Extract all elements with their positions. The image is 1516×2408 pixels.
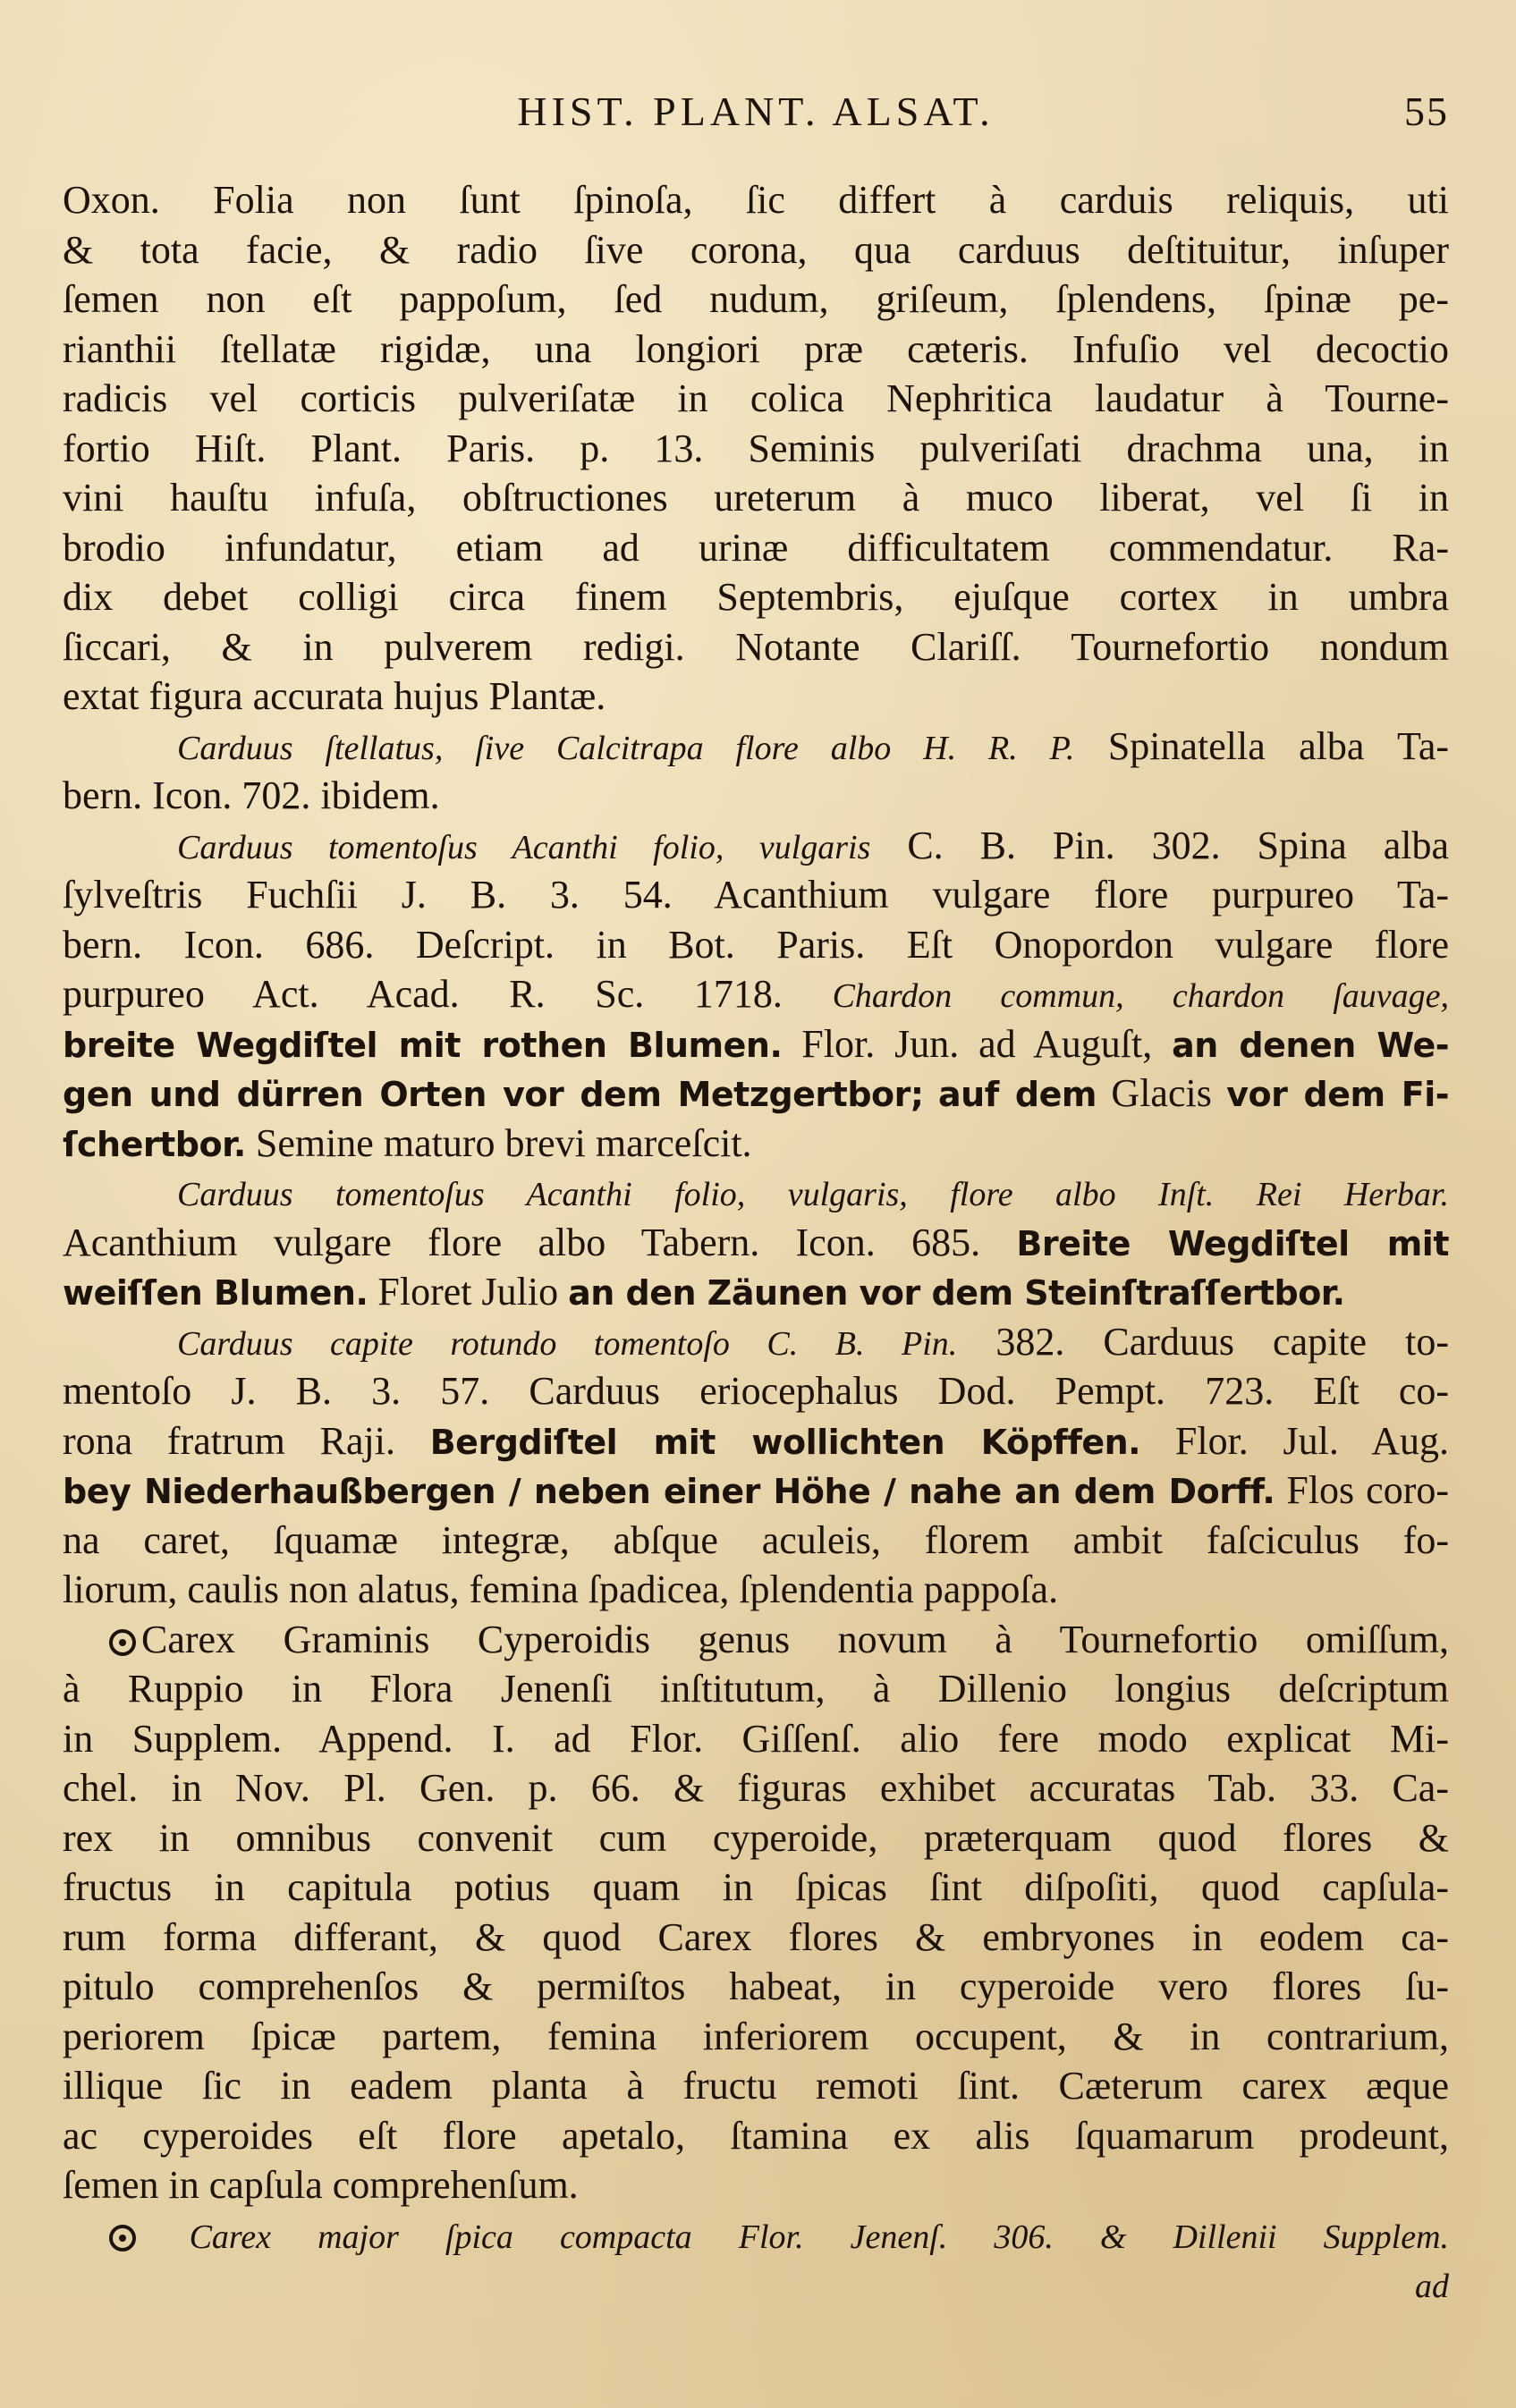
text-line: fructus in capitula potius quam in ſpicas ſint diſpoſiti, quod capſula- — [63, 1865, 1449, 1909]
text-line: liorum, caulis non alatus, femina ſpadicea, ſplendentia pappoſa. — [63, 1567, 1059, 1611]
text-line: vini hauſtu infuſa, obſtructiones ureterum à muco liberat, vel ſi in — [63, 476, 1449, 520]
roman-text: Semine maturo brevi marceſcit. — [255, 1120, 752, 1165]
german-text: vor dem Fi- — [1226, 1075, 1450, 1114]
species-marker-icon — [109, 2225, 136, 2252]
text-line — [63, 969, 1449, 1019]
catchword-text: ad — [1415, 2268, 1449, 2305]
text-line: bern. Icon. 686. Deſcript. in Bot. Paris. Eſt Onopordon vulgare flore — [63, 922, 1449, 967]
text-line: periorem ſpicæ partem, femina inferiorem occupent, & in contrarium, — [63, 2014, 1449, 2058]
body-text — [63, 175, 1449, 2310]
german-text: auf dem — [938, 1075, 1097, 1114]
text-line: chel. in Nov. Pl. Gen. p. 66. & figuras exhibet accuratas Tab. 33. Ca- — [63, 1766, 1449, 1810]
text-line: Oxon. Folia non ſunt ſpinoſa, ſic differt à carduis reliquis, uti — [63, 178, 1449, 222]
text-line: dix debet colligi circa finem Septembris, ejuſque cortex in umbra — [63, 575, 1449, 619]
text-line: ac cyperoides eſt flore apetalo, ſtamina ex alis ſquamarum prodeunt, — [63, 2113, 1449, 2158]
german-name: Bergdiſtel mit wollichten Köpffen. — [429, 1422, 1141, 1462]
german-text: an den Zäunen vor dem Steinſtraſſertbor. — [568, 1273, 1345, 1313]
entry-carduus-stellatus — [63, 722, 1449, 772]
text-line — [63, 1218, 1449, 1268]
roman-text: C. B. Pin. 302. Spina alba — [907, 823, 1449, 867]
entry-carex-major — [63, 2210, 1449, 2260]
roman-text: 382. Carduus capite to- — [995, 1319, 1449, 1364]
italic-name: Carduus tomentoſus Acanthi folio, vulgaris, flore albo Inſt. Rei Herbar. — [177, 1176, 1449, 1213]
page-header — [63, 88, 1449, 145]
text-line: ſemen non eſt pappoſum, ſed nudum, griſeum, ſplendens, ſpinæ pe- — [63, 277, 1449, 321]
italic-name: Carex major ſpica compacta Flor. Jenenſ. 306. & Dillenii Supplem. — [189, 2218, 1450, 2256]
roman-text: Spinatella alba Ta- — [1107, 723, 1450, 768]
text-line: rex in omnibus convenit cum cyperoide, præterquam quod flores & — [63, 1815, 1449, 1860]
roman-text: Acanthium vulgare flore albo Tabern. Icon. 685. — [63, 1220, 981, 1264]
roman-text: Floret Julio — [377, 1270, 559, 1314]
italic-name: Carduus tomentoſus Acanthi folio, vulgaris — [177, 828, 871, 866]
text-line: fortio Hiſt. Plant. Paris. p. 13. Seminis pulveriſati drachma una, in — [63, 426, 1449, 470]
german-text: ſchertbor. — [63, 1124, 246, 1164]
genus-marker-icon — [109, 1629, 136, 1656]
text-line: mentoſo J. B. 3. 57. Carduus eriocephalus Dod. Pempt. 723. Eſt co- — [63, 1369, 1449, 1413]
text-line: in Supplem. Append. I. ad Flor. Giſſenſ. alio fere modo explicat Mi- — [63, 1716, 1449, 1761]
catchword — [63, 2260, 1449, 2310]
roman-text: Carex Graminis Cyperoidis genus novum à Tournefortio omiſſum, — [141, 1617, 1449, 1661]
roman-text: Flos coro- — [1286, 1468, 1449, 1512]
entry-carduus-tomentosus — [63, 821, 1449, 871]
text-line — [63, 1416, 1449, 1466]
text-line: bern. Icon. 702. ibidem. — [63, 773, 440, 817]
text-line — [63, 1466, 1449, 1516]
text-line: rum forma differant, & quod Carex flores & embryones in eodem ca- — [63, 1914, 1449, 1959]
carex-genus-heading-line — [63, 1615, 1449, 1665]
text-line: radicis vel corticis pulveriſatæ in colica Nephritica laudatur à Tourne- — [63, 376, 1449, 420]
french-name: Chardon commun, chardon ſauvage, — [832, 977, 1449, 1015]
german-text: an denen We- — [1172, 1025, 1449, 1065]
roman-text: Flor. Jul. Aug. — [1174, 1418, 1450, 1463]
text-line: à Ruppio in Flora Jenenſi inſtitutum, à Dillenio longius deſcriptum — [63, 1667, 1449, 1711]
running-title: HIST. PLANT. ALSAT. — [517, 89, 995, 134]
text-line: pitulo comprehenſos & permiſtos habeat, in cyperoide vero flores ſu- — [63, 1964, 1449, 2008]
entry-carduus-flore-albo — [63, 1168, 1449, 1218]
text-line: brodio infundatur, etiam ad urinæ difficultatem commendatur. Ra- — [63, 525, 1449, 570]
text-line: rianthii ſtellatæ rigidæ, una longiori præ cæteris. Infuſio vel decoctio — [63, 326, 1449, 371]
text-line: ſemen in capſula comprehenſum. — [63, 2163, 579, 2207]
text-line: na caret, ſquamæ integræ, abſque aculeis, florem ambit faſciculus fo- — [63, 1517, 1449, 1562]
german-text: gen und dürren Orten vor dem Metzgertbor; — [63, 1075, 924, 1114]
roman-text: purpureo Act. Acad. R. Sc. 1718. — [63, 972, 783, 1016]
text-line: & tota facie, & radio ſive corona, qua carduus deſtituitur, inſuper — [63, 227, 1449, 272]
german-name: weiſſen Blumen. — [63, 1273, 368, 1313]
roman-text: rona fratrum Raji. — [63, 1418, 395, 1463]
text-line — [63, 1267, 1449, 1317]
text-line: ſiccari, & in pulverem redigi. Notante Clariſſ. Tournefortio nondum — [63, 624, 1449, 669]
text-line — [63, 1119, 1449, 1169]
italic-name: Carduus ſtellatus, ſive Calcitrapa flore albo H. R. P. — [177, 729, 1075, 767]
roman-text: Flor. Jun. ad Auguſt, — [801, 1021, 1153, 1066]
text-line — [63, 1019, 1449, 1069]
italic-name: Carduus capite rotundo tomentoſo C. B. Pin. — [177, 1324, 958, 1363]
german-text: bey Niederhaußbergen / neben einer Höhe / nahe an dem Dorff. — [63, 1472, 1275, 1511]
text-line: extat figura accurata hujus Plantæ. — [63, 674, 606, 718]
text-line: ſylveſtris Fuchſii J. B. 3. 54. Acanthium vulgare flore purpureo Ta- — [63, 873, 1449, 917]
text-line — [63, 1069, 1449, 1119]
entry-carduus-capite-rotundo — [63, 1317, 1449, 1367]
german-name: Breite Wegdiſtel mit — [1016, 1223, 1449, 1263]
roman-text: Glacis — [1111, 1071, 1212, 1115]
german-name: breite Wegdiſtel mit rothen Blumen. — [63, 1025, 783, 1065]
page-number: 55 — [1404, 89, 1449, 134]
text-line: illique ſic in eadem planta à fructu remoti ſint. Cæterum carex æque — [63, 2064, 1449, 2108]
